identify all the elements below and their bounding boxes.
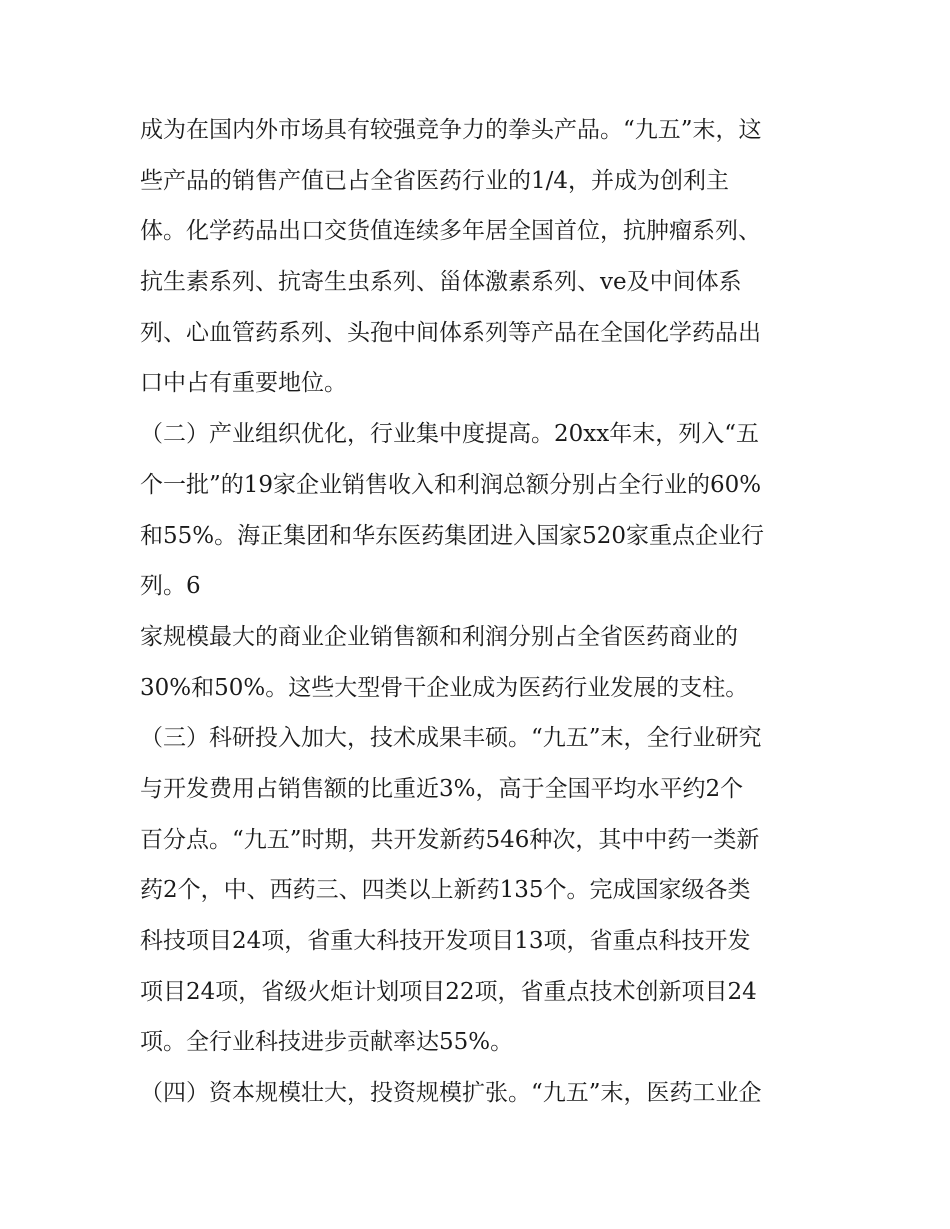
text-line-17: 科技项目24项，省重大科技开发项目13项，省重点科技开发 [140, 928, 751, 954]
text-line-12: 30%和50%。这些大型骨干企业成为医药行业发展的支柱。 [140, 674, 749, 701]
text-line-7: （二）产业组织优化，行业集中度提高。20xx年末，列入“五 [140, 421, 759, 448]
text-line-19: 项。全行业科技进步贡献率达55%。 [140, 1029, 514, 1056]
text-line-5: 列、心血管药系列、头孢中间体系列等产品在全国化学药品出 [140, 319, 761, 346]
text-line-10: 列。6 [140, 573, 201, 600]
text-line-16: 药2个，中、西药三、四类以上新药135个。完成国家级各类 [140, 877, 751, 904]
text-line-11: 家规模最大的商业企业销售额和利润分别占全省医药商业的 [140, 623, 738, 650]
text-line-9: 和55%。海正集团和华东医药集团进入国家520家重点企业行 [140, 522, 765, 549]
text-line-2: 些产品的销售产值已占全省医药行业的1/4，并成为创利主 [140, 167, 730, 194]
text-line-1: 成为在国内外市场具有较强竞争力的拳头产品。“九五”末，这 [140, 117, 762, 143]
text-line-8: 个一批”的19家企业销售收入和利润总额分别占全行业的60% [140, 471, 762, 498]
text-line-13: （三）科研投入加大，技术成果丰硕。“九五”末，全行业研究 [140, 725, 762, 752]
text-line-18: 项目24项，省级火炬计划项目22项，省重点技术创新项目24 [140, 978, 757, 1005]
text-line-6: 口中占有重要地位。 [140, 370, 347, 397]
text-line-4: 抗生素系列、抗寄生虫系列、甾体激素系列、ve及中间体系 [140, 269, 742, 296]
text-line-20: （四）资本规模壮大，投资规模扩张。“九五”末，医药工业企 [140, 1080, 762, 1107]
text-line-15: 百分点。“九五”时期，共开发新药546种次，其中中药一类新 [140, 826, 760, 853]
document-body [140, 105, 820, 1119]
text-line-14: 与开发费用占销售额的比重近3%，高于全国平均水平约2个 [140, 775, 744, 802]
text-line-3: 体。化学药品出口交货值连续多年居全国首位，抗肿瘤系列、 [140, 218, 761, 245]
